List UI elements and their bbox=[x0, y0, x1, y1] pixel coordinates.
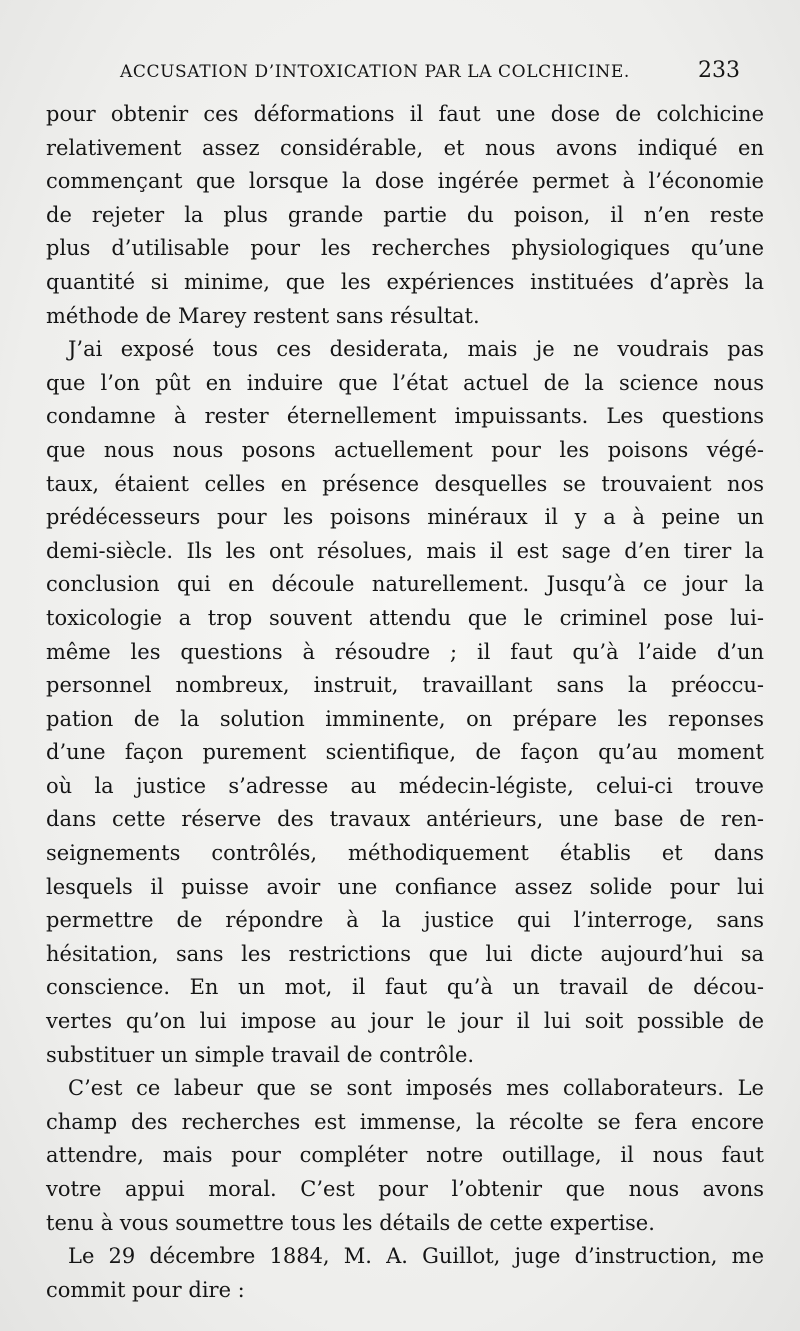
text-line: que l’on pût en induire que l’état actuel de la science nous bbox=[46, 370, 764, 395]
text-line: commençant que lorsque la dose ingérée permet à l’économie bbox=[46, 169, 764, 194]
text-line: même les questions à résoudre ; il faut qu’à l’aide d’un bbox=[46, 639, 764, 664]
text-line: votre appui moral. C’est pour l’obtenir que nous avons bbox=[46, 1177, 764, 1201]
text-line: d’une façon purement scientifique, de façon qu’au moment bbox=[46, 740, 764, 765]
text-line: conscience. En un mot, il faut qu’à un travail de décou- bbox=[46, 975, 764, 1000]
text-line: toxicologie a trop souvent attendu que le criminel pose lui- bbox=[46, 605, 764, 630]
text-line: taux, étaient celles en présence desquelles se trouvaient nos bbox=[46, 471, 764, 496]
text-line: où la justice s’adresse au médecin-légiste, celui-ci trouve bbox=[46, 773, 764, 798]
page-header bbox=[120, 58, 740, 88]
text-line: champ des recherches est immense, la récolte se fera encore bbox=[46, 1109, 764, 1134]
text-line: permettre de répondre à la justice qui l’interroge, sans bbox=[46, 908, 764, 933]
page-number: 233 bbox=[698, 58, 740, 83]
text-line: demi-siècle. Ils les ont résolues, mais il est sage d’en tirer la bbox=[46, 538, 764, 563]
text-line: que nous nous posons actuellement pour les poisons végé- bbox=[46, 437, 764, 462]
text-line: méthode de Marey restent sans résultat. bbox=[46, 303, 480, 328]
text-line: quantité si minime, que les expériences instituées d’après la bbox=[46, 269, 764, 294]
text-line: seignements contrôlés, méthodiquement établis et dans bbox=[46, 841, 764, 866]
text-line: attendre, mais pour compléter notre outillage, il nous faut bbox=[46, 1143, 764, 1168]
text-line: vertes qu’on lui impose au jour le jour il lui soit possible de bbox=[46, 1009, 764, 1034]
text-line: prédécesseurs pour les poisons minéraux il y a à peine un bbox=[46, 505, 764, 530]
text-line: dans cette réserve des travaux antérieurs, une base de ren- bbox=[46, 807, 764, 832]
text-line: C’est ce labeur que se sont imposés mes collaborateurs. Le bbox=[68, 1076, 764, 1101]
text-line: pation de la solution imminente, on prépare les reponses bbox=[46, 706, 764, 731]
text-line: tenu à vous soumettre tous les détails de cette expertise. bbox=[46, 1210, 655, 1235]
text-line: personnel nombreux, instruit, travaillant sans la préoccu- bbox=[46, 673, 764, 698]
text-line: relativement assez considérable, et nous avons indiqué en bbox=[46, 135, 764, 160]
text-line: condamne à rester éternellement impuissants. Les questions bbox=[46, 404, 764, 429]
text-line: Le 29 décembre 1884, M. A. Guillot, juge d’instruction, me bbox=[68, 1244, 764, 1269]
running-title: ACCUSATION D’INTOXICATION PAR LA COLCHICINE. bbox=[120, 62, 630, 82]
text-line: commit pour dire : bbox=[46, 1277, 245, 1302]
text-line: pour obtenir ces déformations il faut une dose de colchicine bbox=[46, 102, 764, 126]
text-line: hésitation, sans les restrictions que lui dicte aujourd’hui sa bbox=[46, 941, 764, 966]
body-text bbox=[46, 98, 764, 1307]
text-line: conclusion qui en découle naturellement. Jusqu’à ce jour la bbox=[46, 572, 764, 597]
text-line: plus d’utilisable pour les recherches physiologiques qu’une bbox=[46, 236, 764, 261]
text-line: substituer un simple travail de contrôle. bbox=[46, 1042, 475, 1067]
text-line: de rejeter la plus grande partie du poison, il n’en reste bbox=[46, 202, 764, 227]
text-line: J’ai exposé tous ces desiderata, mais je ne voudrais pas bbox=[68, 337, 764, 362]
text-line: lesquels il puisse avoir une confiance assez solide pour lui bbox=[46, 874, 764, 899]
